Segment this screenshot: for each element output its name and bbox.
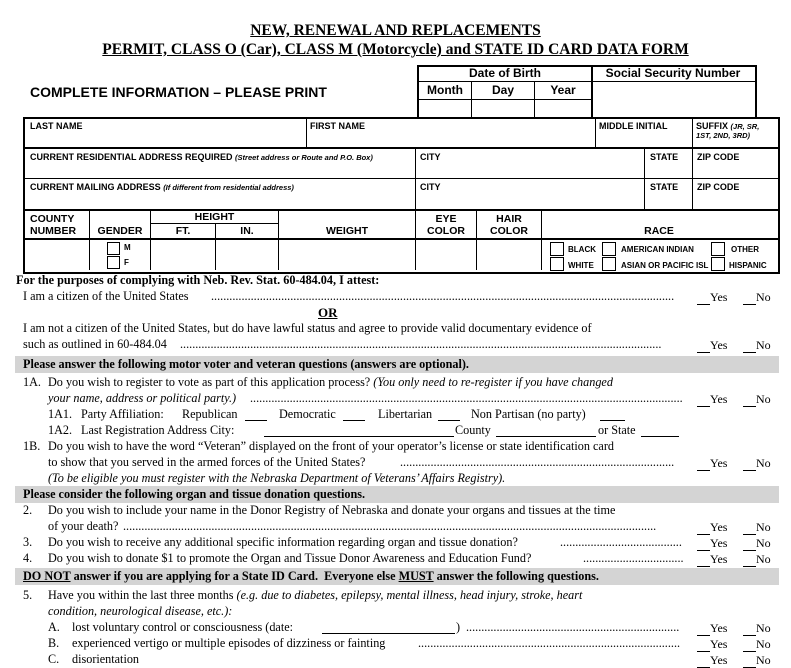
instruction-text: COMPLETE INFORMATION – PLEASE PRINT [30, 84, 327, 100]
dob-day-label: Day [491, 83, 514, 97]
race-asian-label: ASIAN OR PACIFIC ISL [621, 261, 709, 270]
attest-or: OR [318, 305, 338, 320]
q5a-no-option[interactable] [743, 621, 771, 636]
q2-text-1: Do you wish to include your name in the Donor Registry of Nebraska and donate your organs and tissues at the time [48, 503, 616, 517]
q1a2-label: Last Registration Address City: [81, 423, 235, 437]
middle-initial-input[interactable] [597, 131, 691, 146]
q1a1-label: Party Affiliation: [81, 407, 164, 421]
hair-color-input[interactable] [478, 241, 540, 269]
answer-blank[interactable] [743, 341, 756, 353]
last-name-label: LAST NAME [30, 121, 83, 131]
form-title-line1: NEW, RENEWAL AND REPLACEMENTS [250, 22, 541, 39]
first-name-input[interactable] [308, 131, 594, 146]
attest-citizen-no-option[interactable] [743, 290, 771, 305]
gender-f-label: F [124, 258, 129, 267]
attest-citizen-text: I am a citizen of the United States [23, 289, 189, 303]
residential-city-label: CITY [420, 152, 441, 162]
gender-m-checkbox[interactable] [107, 242, 120, 255]
ssn-header: Social Security Number [605, 66, 741, 80]
q3-yes-option[interactable] [697, 536, 727, 551]
q1b-no-option[interactable] [743, 456, 771, 471]
q5a-number: A. [48, 620, 60, 634]
section-organ-heading: Please consider the following organ and tissue donation questions. [23, 487, 366, 501]
ssn-input[interactable] [593, 82, 753, 116]
no-label: No [756, 520, 771, 534]
q1a2-state-label: or State [598, 423, 636, 437]
race-white-label: WHITE [568, 261, 594, 270]
attest-noncitizen-text-1: I am not a citizen of the United States, but do have lawful status and agree to provide valid documentary evidence of [23, 321, 592, 335]
dob-month-input[interactable] [419, 100, 471, 116]
party-republican-blank[interactable] [245, 407, 267, 421]
mailing-address-input[interactable] [25, 193, 413, 208]
race-american-indian-label: AMERICAN INDIAN [621, 245, 694, 254]
answer-blank[interactable] [743, 293, 756, 305]
leader-dots: ...................................................................... [466, 620, 680, 634]
q5c-yes-option[interactable] [697, 653, 727, 668]
yes-label: Yes [710, 653, 728, 667]
q1a-text: Do you wish to register to vote as part of this application process? (You only need to re-register if you have changed [48, 375, 613, 389]
suffix-note: 1ST, 2ND, 3RD) [696, 131, 751, 140]
dob-header: Date of Birth [469, 66, 541, 80]
q5-number: 5. [23, 588, 33, 602]
q1a1-number: 1A1. [48, 407, 73, 421]
leader-dots: .......................................................................................... [400, 455, 675, 469]
answer-blank[interactable] [743, 459, 756, 471]
mailing-zip-label: ZIP CODE [697, 182, 740, 192]
residential-address-label: CURRENT RESIDENTIAL ADDRESS REQUIRED (Street address or Route and P.O. Box) [30, 152, 373, 162]
race-black-checkbox[interactable] [550, 242, 564, 256]
yes-label: Yes [710, 536, 728, 550]
yes-label: Yes [710, 552, 728, 566]
mailing-city-label: CITY [420, 182, 441, 192]
race-hispanic-checkbox[interactable] [711, 257, 725, 271]
yes-label: Yes [710, 392, 728, 406]
no-label: No [756, 338, 771, 352]
no-label: No [756, 456, 771, 470]
q5b-text: experienced vertigo or multiple episodes of dizziness or fainting [72, 636, 386, 650]
party-nonpartisan-label: Non Partisan (no party) [471, 407, 586, 421]
answer-blank[interactable] [743, 395, 756, 407]
answer-blank[interactable] [697, 656, 710, 668]
attest-heading: For the purposes of complying with Neb. Rev. Stat. 60-484.04, I attest: [16, 273, 380, 287]
q1a-no-option[interactable] [743, 392, 771, 407]
gender-label: GENDER [97, 225, 143, 237]
race-black-label: BLACK [568, 245, 596, 254]
q4-number: 4. [23, 551, 33, 565]
race-label: RACE [644, 225, 674, 237]
q5-text: Have you within the last three months (e.g. due to diabetes, epilepsy, mental illness, head injury, stroke, heart [48, 588, 583, 602]
first-name-label: FIRST NAME [310, 121, 365, 131]
answer-blank[interactable] [697, 293, 710, 305]
q2-number: 2. [23, 503, 33, 517]
no-label: No [756, 290, 771, 304]
last-registration-county-input[interactable] [496, 423, 596, 437]
eye-color-input[interactable] [417, 241, 475, 269]
dob-year-input[interactable] [535, 100, 591, 116]
q1b-yes-option[interactable] [697, 456, 727, 471]
q4-no-option[interactable] [743, 552, 771, 567]
leader-dots: .............................................................................................................................................................. [180, 337, 662, 351]
answer-blank[interactable] [697, 539, 710, 551]
leader-dots: .............................................................................................................................................. [250, 391, 683, 405]
no-label: No [756, 552, 771, 566]
q3-text: Do you wish to receive any additional specific information regarding organ and tissue donation? [48, 535, 518, 549]
form-title-line2: PERMIT, CLASS O (Car), CLASS M (Motorcycle) and STATE ID CARD DATA FORM [102, 41, 689, 58]
q1b-note: (To be eligible you must register with the Nebraska Department of Veterans’ Affairs Registry). [48, 471, 506, 485]
q5c-number: C. [48, 652, 60, 666]
q1b-number: 1B. [23, 439, 41, 453]
yes-label: Yes [710, 456, 728, 470]
q1b-text-2: to show that you served in the armed forces of the United States? [48, 455, 366, 469]
no-label: No [756, 637, 771, 651]
q2-text-2: of your death? [48, 519, 119, 533]
dob-month-label: Month [427, 83, 463, 97]
height-in-input[interactable] [217, 241, 277, 269]
residential-state-label: STATE [650, 152, 679, 162]
answer-blank[interactable] [743, 640, 756, 652]
height-label: HEIGHT [194, 211, 235, 223]
q4-text: Do you wish to donate $1 to promote the Organ and Tissue Donor Awareness and Education Fund? [48, 551, 532, 565]
residential-address-input[interactable] [25, 163, 413, 177]
section-state-id-heading: DO NOT answer if you are applying for a State ID Card. Everyone else MUST answer the following questions. [23, 569, 599, 583]
q5c-no-option[interactable] [743, 653, 771, 668]
residential-zip-label: ZIP CODE [697, 152, 740, 162]
q1a2-number: 1A2. [48, 423, 73, 437]
height-ft-input[interactable] [152, 241, 214, 269]
answer-blank[interactable] [697, 395, 710, 407]
race-asian-checkbox[interactable] [602, 257, 616, 271]
section-motor-voter-heading: Please answer the following motor voter and veteran questions (answers are optional). [23, 357, 469, 371]
q1b-text-1: Do you wish to have the word “Veteran” displayed on the front of your operator’s license or state identification card [48, 439, 614, 453]
gender-f-checkbox[interactable] [107, 256, 120, 269]
no-label: No [756, 621, 771, 635]
q5a-close-paren: ) [456, 620, 461, 634]
no-label: No [756, 392, 771, 406]
q5a-yes-option[interactable] [697, 621, 727, 636]
county-number-input[interactable] [25, 241, 88, 269]
race-white-checkbox[interactable] [550, 257, 564, 271]
mailing-state-label: STATE [650, 182, 679, 192]
eye-color-label: EYE COLOR [427, 213, 465, 237]
leader-dots: ........................................ [560, 535, 682, 549]
last-registration-city-input[interactable] [264, 423, 454, 437]
dob-day-input[interactable] [472, 100, 534, 116]
q5c-text: disorientation [72, 652, 140, 666]
answer-blank[interactable] [697, 555, 710, 567]
q1a-yes-option[interactable] [697, 392, 727, 407]
q3-no-option[interactable] [743, 536, 771, 551]
county-number-label: COUNTY NUMBER [30, 213, 77, 237]
no-label: No [756, 536, 771, 550]
q4-yes-option[interactable] [697, 552, 727, 567]
leader-dots: ........................................................................................................................................................ [211, 289, 675, 303]
answer-blank[interactable] [743, 523, 756, 535]
answer-blank[interactable] [697, 523, 710, 535]
yes-label: Yes [710, 290, 728, 304]
q2-no-option[interactable] [743, 520, 771, 535]
residential-city-input[interactable] [417, 163, 643, 177]
q5a-text: lost voluntary control or consciousness (date: [72, 620, 294, 634]
height-in-label: IN. [240, 225, 254, 237]
party-republican-label: Republican [182, 407, 238, 421]
answer-blank[interactable] [697, 640, 710, 652]
yes-label: Yes [710, 520, 728, 534]
race-other-label: OTHER [731, 245, 759, 254]
q5-note: condition, neurological disease, etc.): [48, 604, 233, 618]
answer-blank[interactable] [743, 624, 756, 636]
mailing-address-label: CURRENT MAILING ADDRESS (If different from residential address) [30, 182, 294, 192]
gender-m-label: M [124, 243, 131, 252]
height-ft-label: FT. [175, 225, 191, 237]
dob-year-label: Year [550, 83, 576, 97]
weight-input[interactable] [280, 241, 414, 269]
hair-color-label: HAIR COLOR [490, 213, 528, 237]
attest-noncitizen-yes-option[interactable] [697, 338, 727, 353]
answer-blank[interactable] [743, 555, 756, 567]
q1a-number: 1A. [23, 375, 41, 389]
race-american-indian-checkbox[interactable] [602, 242, 616, 256]
q5b-number: B. [48, 636, 60, 650]
q5b-yes-option[interactable] [697, 637, 727, 652]
q1a2-county-label: County [455, 423, 491, 437]
answer-blank[interactable] [697, 459, 710, 471]
answer-blank[interactable] [743, 656, 756, 668]
q2-yes-option[interactable] [697, 520, 727, 535]
q5b-no-option[interactable] [743, 637, 771, 652]
attest-noncitizen-no-option[interactable] [743, 338, 771, 353]
yes-label: Yes [710, 637, 728, 651]
q1a-note: your name, address or political party.) [48, 391, 237, 405]
race-other-checkbox[interactable] [711, 242, 725, 256]
weight-label: WEIGHT [326, 225, 368, 237]
attest-noncitizen-text-2: such as outlined in 60-484.04 [23, 337, 167, 351]
q5a-date-input[interactable] [322, 620, 455, 634]
party-libertarian-label: Libertarian [378, 407, 433, 421]
suffix-label: SUFFIX (JR, SR, [696, 121, 760, 131]
answer-blank[interactable] [697, 341, 710, 353]
party-democratic-blank[interactable] [343, 407, 365, 421]
leader-dots: ............................................................................................................................................................................... [123, 519, 657, 533]
answer-blank[interactable] [697, 624, 710, 636]
party-nonpartisan-blank[interactable] [600, 407, 625, 421]
last-registration-state-input[interactable] [641, 423, 679, 437]
answer-blank[interactable] [743, 539, 756, 551]
party-democratic-label: Democratic [279, 407, 336, 421]
middle-initial-label: MIDDLE INITIAL [599, 121, 668, 131]
attest-citizen-yes-option[interactable] [697, 290, 727, 305]
q3-number: 3. [23, 535, 33, 549]
race-hispanic-label: HISPANIC [729, 261, 767, 270]
last-name-input[interactable] [25, 131, 305, 146]
leader-dots: ...................................................................................... [418, 636, 681, 650]
leader-dots: ................................. [583, 551, 684, 565]
yes-label: Yes [710, 338, 728, 352]
no-label: No [756, 653, 771, 667]
party-libertarian-blank[interactable] [438, 407, 460, 421]
yes-label: Yes [710, 621, 728, 635]
